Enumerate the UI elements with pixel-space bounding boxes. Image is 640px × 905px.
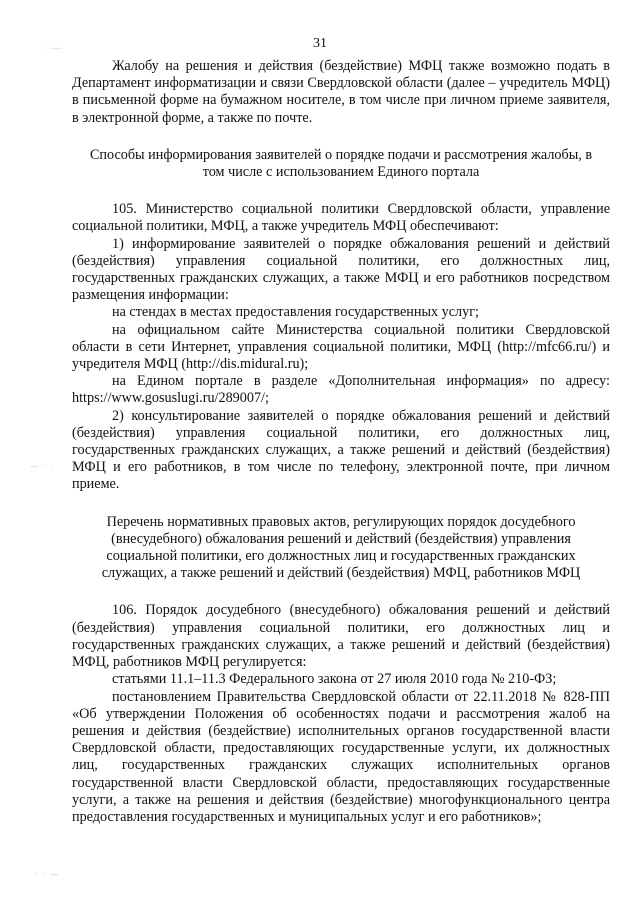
- section-heading-legal-acts: Перечень нормативных правовых актов, регулирующих порядок досудебного (внесудебного) обжалования решений и действий (бездействия) управления социальной политики, его должностных лиц и государственных гражданских служащих, а также решений и действий (бездействия) МФЦ, работников МФЦ: [101, 513, 581, 582]
- paragraph-105-item-1-stands: на стендах в местах предоставления государственных услуг;: [112, 304, 479, 321]
- section-heading-informing: Способы информирования заявителей о порядке подачи и рассмотрения жалобы, в том числе с использованием Единого портала: [89, 146, 593, 181]
- paragraph-intro: Жалобу на решения и действия (бездействие) МФЦ также возможно подать в Департамент информатизации и связи Свердловской области (далее – учредитель МФЦ) в письменной форме на бумажном носителе, в том числе при личном приеме заявителя, в электронной форме, а также по почте.: [72, 58, 610, 126]
- paragraph-105-item-2: 2) консультирование заявителей о порядке обжалования решений и действий (бездействия) управления социальной политики, его должностных лиц, государственных гражданских служащих, а также решений и действий (бездействия) МФЦ и его работников, в том числе по телефону, электронной почте, при личном приеме.: [72, 407, 610, 493]
- paragraph-105: 105. Министерство социальной политики Свердловской области, управление социальной политики, МФЦ, а также учредитель МФЦ обеспечивают:: [72, 201, 610, 235]
- paragraph-106: 106. Порядок досудебного (внесудебного) обжалования решений и действий (бездействия) управления социальной политики, его должностных лиц и государственных гражданских служащих, а также решений и действий (бездействия) МФЦ, работников МФЦ регулируется:: [72, 602, 610, 671]
- scan-artifact: · ·—·: [40, 44, 66, 54]
- paragraph-105-item-1-websites: на официальном сайте Министерства социальной политики Свердловской области в сети Интернет, управления социальной политики, МФЦ (http://mfc66.ru/) и учредителя МФЦ (http://dis.midural.ru);: [72, 321, 610, 373]
- scan-artifact: — · ·: [30, 462, 56, 472]
- paragraph-105-item-1: 1) информирование заявителей о порядке обжалования решений и действий (бездействия) управления социальной политики, его должностных лиц, государственных гражданских служащих, а также МФЦ и его работников посредством размещения информации:: [72, 235, 610, 304]
- paragraph-106-regional-decree: постановлением Правительства Свердловской области от 22.11.2018 № 828-ПП «Об утверждении Положения об особенностях подачи и рассмотрения жалоб на решения и действия (бездействие) исполнительных органов государственной власти Свердловской области, предоставляющих государственные услуги, их должностных лиц, государственных гражданских служащих исполнительных органов государственной власти Свердловской области, предоставляющих государственные услуги, а также на решения и действия (бездействие) многофункционального центра предоставления государственных и муниципальных услуг и его работников»;: [72, 688, 610, 825]
- document-body: [72, 58, 610, 826]
- page-number: 31: [313, 36, 327, 51]
- scan-artifact: · · —: [34, 870, 60, 880]
- paragraph-106-federal-law: статьями 11.1–11.3 Федерального закона от 27 июля 2010 года № 210-ФЗ;: [112, 671, 557, 688]
- paragraph-105-item-1-portal: на Едином портале в разделе «Дополнительная информация» по адресу: https://www.gosuslugi.ru/289007/;: [72, 373, 610, 407]
